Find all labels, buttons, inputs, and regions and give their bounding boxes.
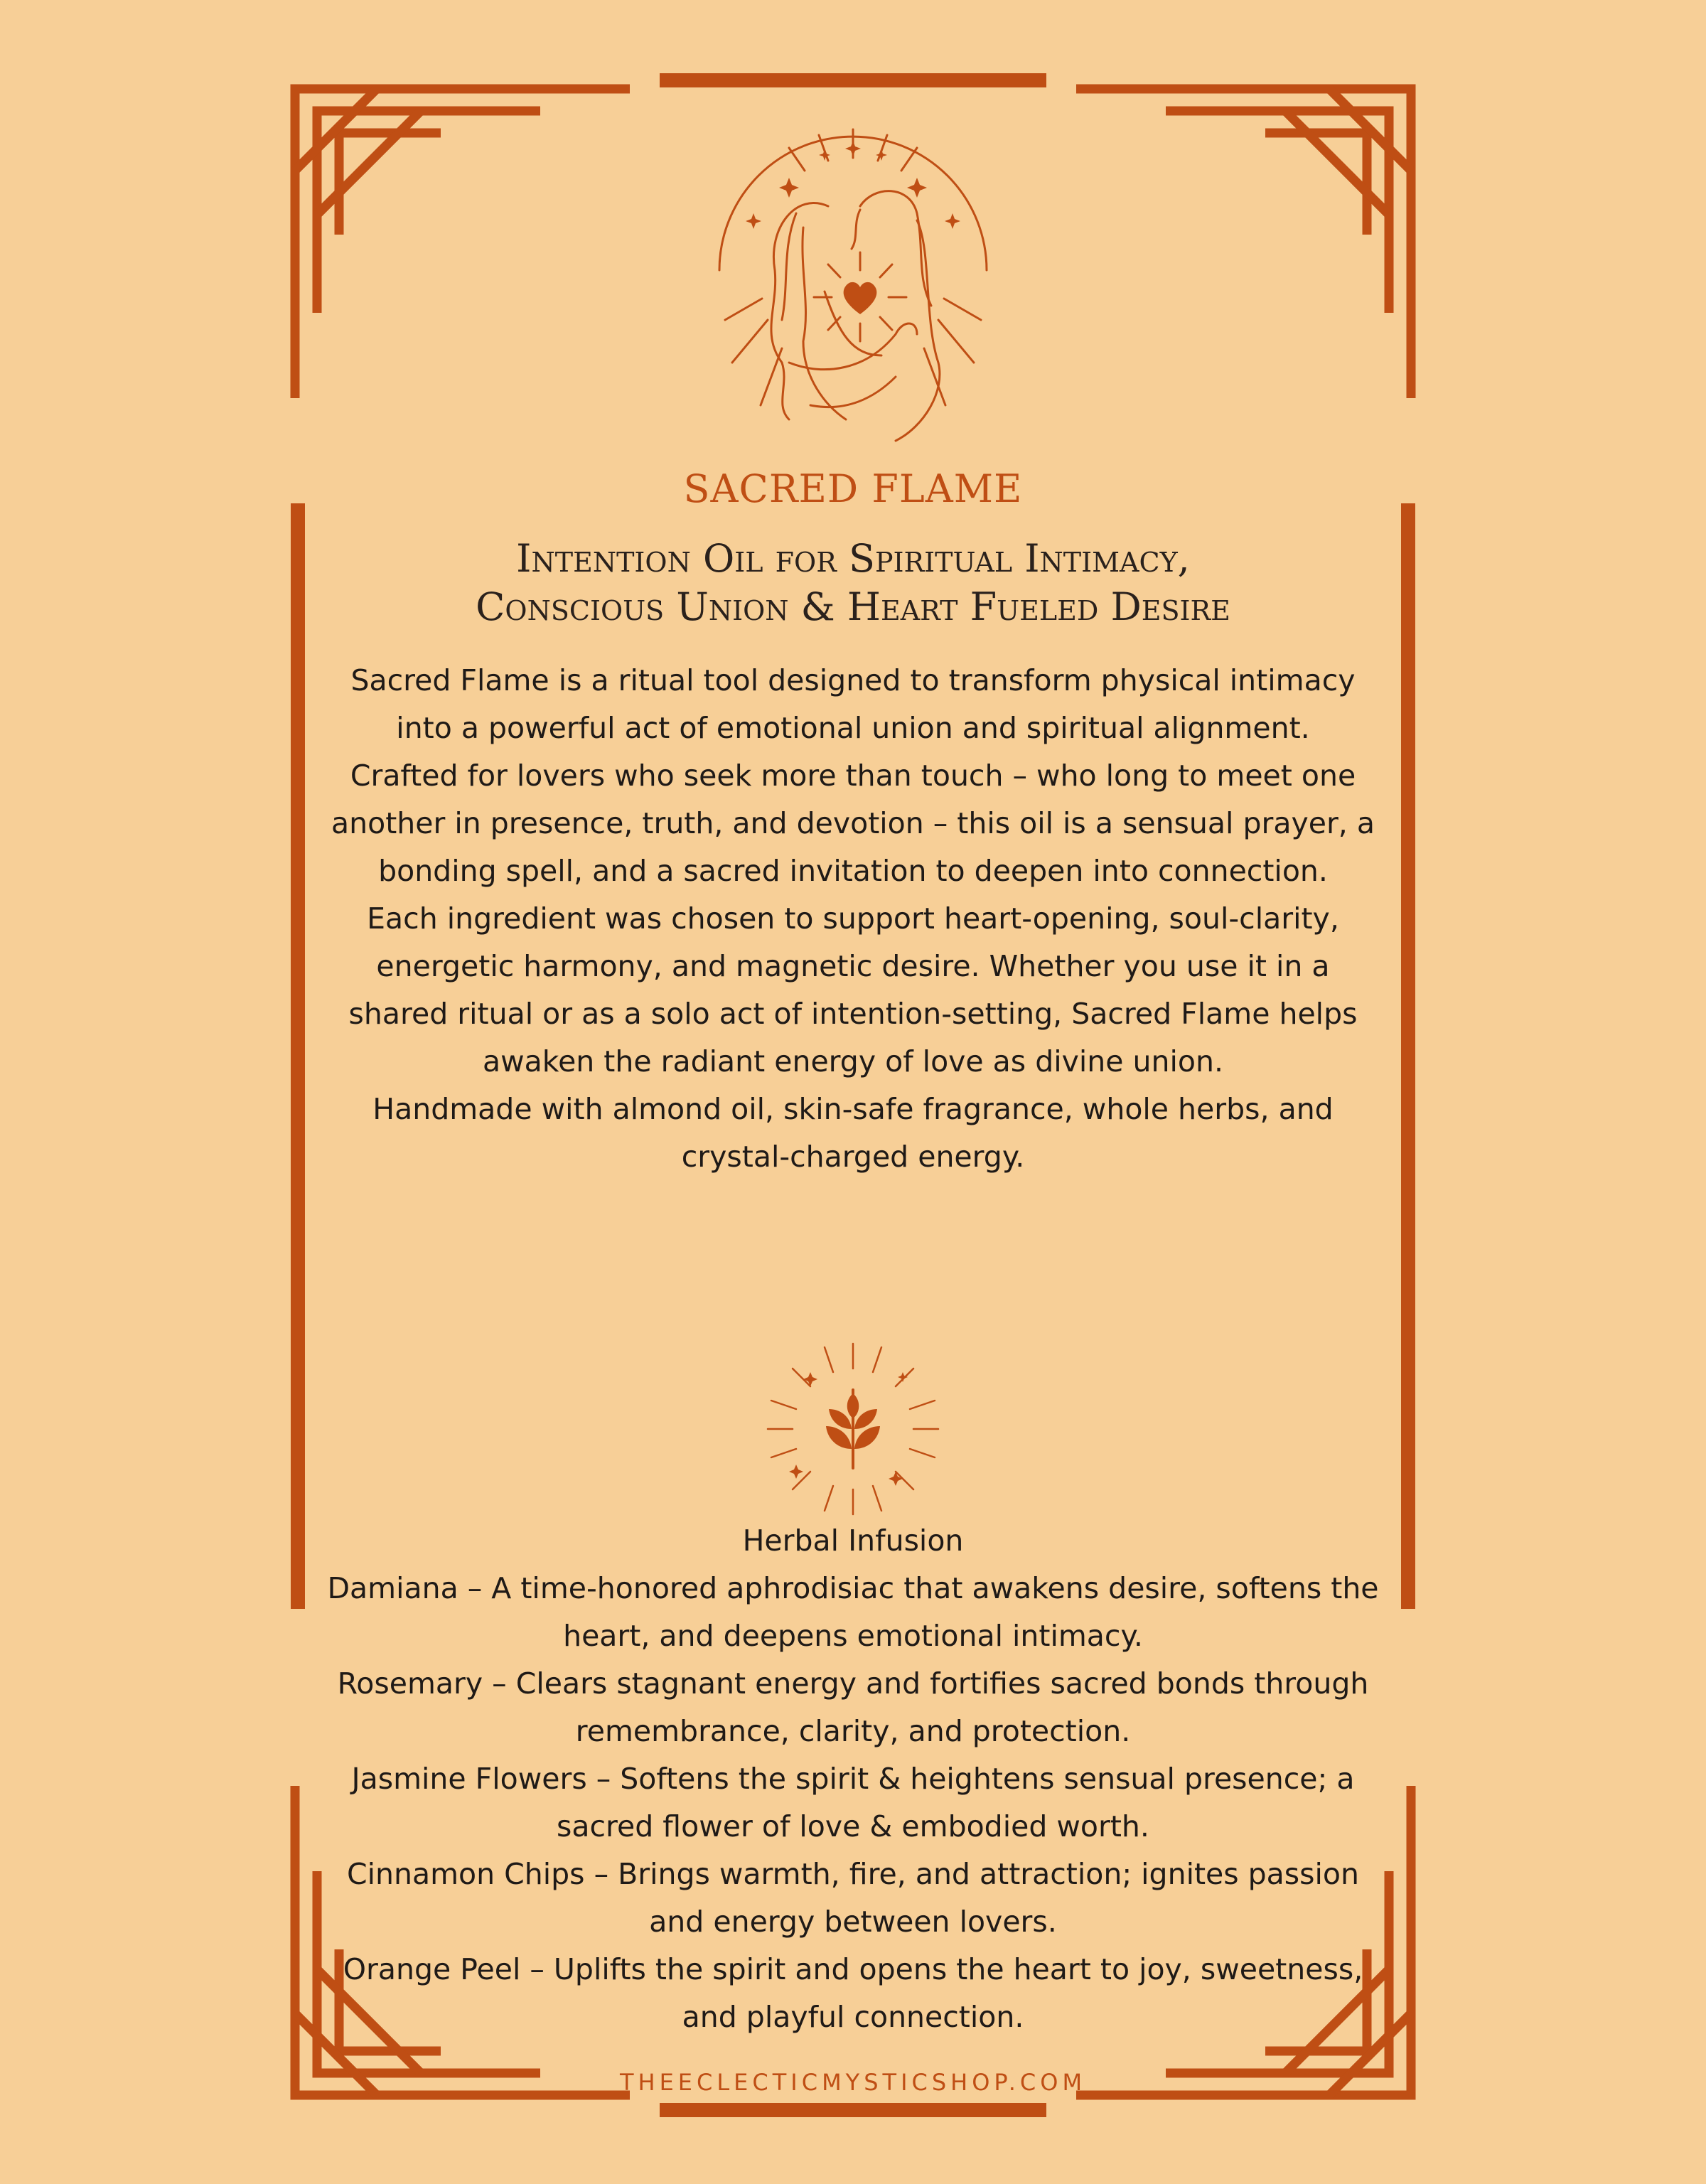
leaf-sprig-icon	[753, 1329, 953, 1529]
description-paragraph: Handmade with almond oil, skin-safe fragrance, whole herbs, and crystal-charged energy.	[372, 1092, 1334, 1174]
description-paragraph: Each ingredient was chosen to support heart-opening, soul-clarity, energetic harmony, and magnetic desire. Whether you use it in a shared ritual or as a solo act of intention-setting, Sacred Flame helps awaken the radiant energy of love as divine union.	[348, 901, 1358, 1078]
description-paragraph: Sacred Flame is a ritual tool designed to transform physical intimacy into a powerful act of emotional union and spiritual alignment.	[350, 663, 1356, 745]
corner-ornament-top-left	[295, 89, 630, 398]
kissing-couple-icon	[682, 107, 1024, 491]
herb-item: Jasmine Flowers – Softens the spirit & heightens sensual presence; a sacred flower of love & embodied worth.	[351, 1762, 1355, 1843]
herb-item: Orange Peel – Uplifts the spirit and opens the heart to joy, sweetness, and playful connection.	[343, 1952, 1363, 2034]
product-subtitle	[299, 535, 1407, 631]
herb-item: Damiana – A time-honored aphrodisiac that awakens desire, softens the heart, and deepens emotional intimacy.	[327, 1571, 1379, 1653]
herbal-heading: Herbal Infusion	[742, 1524, 964, 1558]
herb-item: Cinnamon Chips – Brings warmth, fire, and attraction; ignites passion and energy between lovers.	[347, 1857, 1359, 1939]
herbal-infusion-section	[323, 1517, 1383, 2041]
website-link[interactable]: THEECLECTICMYSTICSHOP.COM	[619, 2069, 1087, 2096]
subtitle-line-2: Conscious Union & Heart Fueled Desire	[476, 584, 1230, 629]
description-paragraph: Crafted for lovers who seek more than touch – who long to meet one another in presence, truth, and devotion – this oil is a sensual prayer, a bonding spell, and a sacred invitation to deepen into connection.	[331, 759, 1375, 888]
brand-title: SACRED FLAME	[683, 466, 1023, 511]
herb-item: Rosemary – Clears stagnant energy and fortifies sacred bonds through remembrance, clarity, and protection.	[337, 1666, 1369, 1748]
subtitle-line-1: Intention Oil for Spiritual Intimacy,	[516, 536, 1190, 581]
description	[323, 657, 1383, 1181]
